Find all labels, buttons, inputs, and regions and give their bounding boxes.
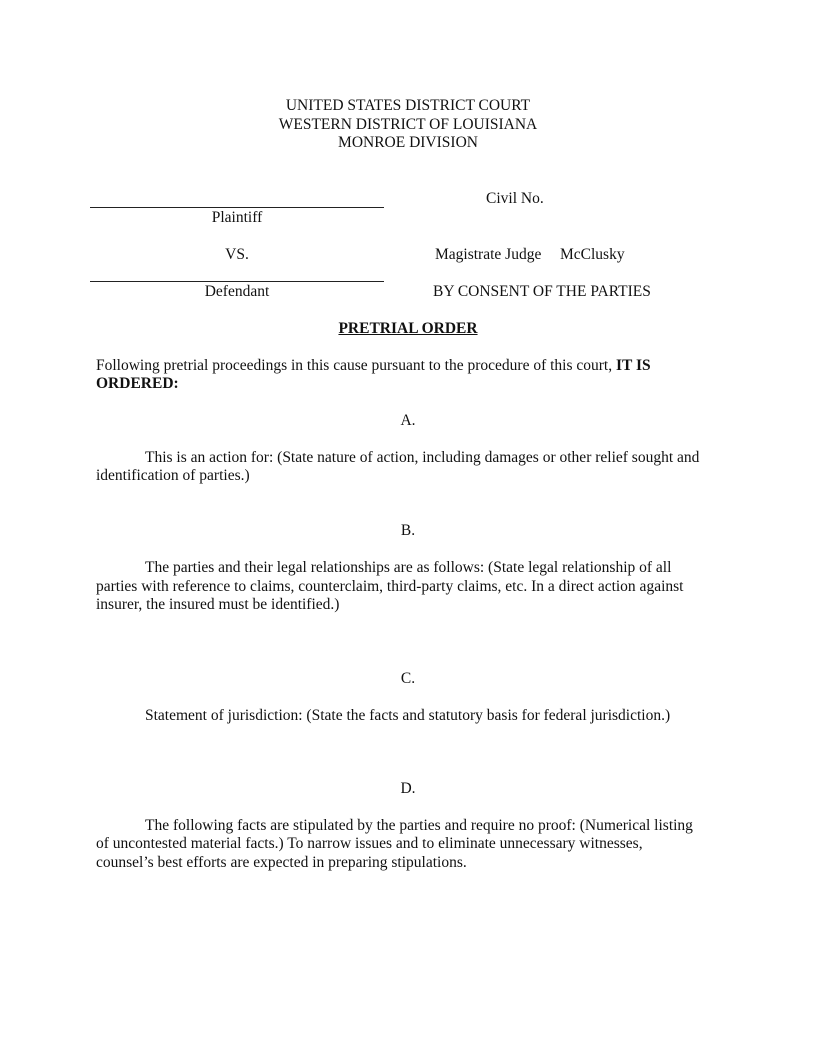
section-a-line-1: This is an action for: (State nature of action, including damages or other relief sought and xyxy=(145,449,700,466)
defendant-signature-line xyxy=(90,281,384,282)
section-b-line-1: The parties and their legal relationships are as follows: (State legal relationship of all xyxy=(145,559,672,576)
intro-paragraph-line-2 xyxy=(96,375,179,394)
intro-text: Following pretrial proceedings in this cause pursuant to the procedure of this court, xyxy=(96,357,616,374)
section-c-line-1: Statement of jurisdiction: (State the facts and statutory basis for federal jurisdiction.) xyxy=(145,707,671,724)
civil-no-label: Civil No. xyxy=(486,190,544,207)
magistrate-judge-label: Magistrate Judge xyxy=(435,246,542,263)
section-d-line-2: of uncontested material facts.) To narrow issues and to eliminate unnecessary witnesses, xyxy=(96,835,643,852)
intro-paragraph-line-1 xyxy=(96,357,651,376)
plaintiff-label: Plaintiff xyxy=(211,209,263,226)
magistrate-judge-name: McClusky xyxy=(560,246,625,263)
section-a-heading: A. xyxy=(400,412,416,429)
section-b-heading: B. xyxy=(400,522,416,539)
section-d-line-1: The following facts are stipulated by the parties and require no proof: (Numerical listing xyxy=(145,817,693,834)
section-c-heading: C. xyxy=(400,670,416,687)
intro-bold-it-is: IT IS xyxy=(615,357,651,374)
section-b-line-3: insurer, the insured must be identified.) xyxy=(96,596,340,613)
court-division: MONROE DIVISION xyxy=(338,134,478,151)
section-d-line-3: counsel’s best efforts are expected in preparing stipulations. xyxy=(96,854,467,871)
consent-label: BY CONSENT OF THE PARTIES xyxy=(433,283,651,300)
versus-label: VS. xyxy=(225,246,249,263)
section-b-line-2: parties with reference to claims, counterclaim, third-party claims, etc. In a direct action against xyxy=(96,578,684,595)
court-name: UNITED STATES DISTRICT COURT xyxy=(285,97,531,114)
section-d-heading: D. xyxy=(400,780,416,797)
document-title: PRETRIAL ORDER xyxy=(338,320,478,337)
plaintiff-signature-line xyxy=(90,207,384,208)
section-a-line-2: identification of parties.) xyxy=(96,467,250,484)
defendant-label: Defendant xyxy=(204,283,270,300)
intro-bold-ordered: ORDERED: xyxy=(96,375,179,392)
court-district: WESTERN DISTRICT OF LOUISIANA xyxy=(278,116,538,133)
